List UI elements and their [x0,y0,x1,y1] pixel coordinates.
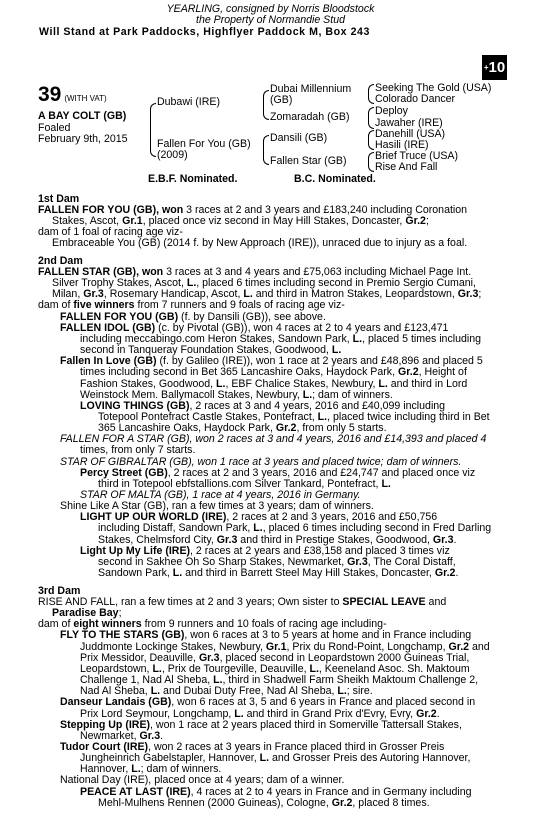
dam-dam: Fallen Star (GB) [270,155,347,167]
pedigree-line: Tudor Court (IRE), won 2 races at 3 years in France placed third in Grosser Preis [60,740,445,753]
pedigree-line: FLY TO THE STARS (GB), won 6 races at 3 to 5 years at home and in France including [60,629,472,642]
pedigree-line: Shine Like A Star (GB), ran a few times at 3 years; dam of winners. [60,500,374,513]
dds: Brief Truce (USA) [375,150,459,162]
pedigree-line: second in Tanqueray Foundation Stakes, Goodwood, L. [80,344,342,357]
pedigree-line: FALLEN FOR YOU (GB) (f. by Dansili (GB)), see above. [60,310,326,323]
pedigree-line: dam of five winners from 7 runners and 9 foals of racing age viz- [38,299,345,312]
ddd: Rise And Fall [375,161,438,173]
pedigree-line: FALLEN STAR (GB), won 3 races at 3 and 4 years and £75,063 including Michael Page Int. [38,266,472,278]
pedigree-brace-sire [263,90,269,120]
pedigree-line: dam of 1 foal of racing age viz- [38,226,183,239]
badge-number: 10 [488,59,506,76]
pedigree-line: Stakes, Ascot, Gr.1, placed once viz second in May Hill Stakes, Doncaster, Gr.2; [52,215,429,228]
brace-dd [368,152,374,172]
first-dam-heading: 1st Dam [38,193,80,205]
pedigree-line: Challenge 1, Nad Al Sheba, L., third in Shadwell Farm Sheikh Maktoum Challenge 2, [80,674,479,687]
third-dam-heading: 3rd Dam [38,585,81,597]
ssd: Colorado Dancer [375,93,456,105]
pedigree-line: Totepool Pontefract Castle Stakes, Pontefract, L., placed twice including third in Bet [98,410,490,423]
sire-dam: Zomaradah (GB) [270,111,350,123]
sds: Deploy [375,105,408,117]
sdd: Jawaher (IRE) [375,117,443,129]
vat-note: (WITH VAT) [64,94,107,103]
second-dam-heading: 2nd Dam [38,255,83,267]
foaled-date: February 9th, 2015 [38,133,128,145]
property-line: the Property of Normandie Stud [196,14,345,26]
pedigree-line: times, from only 7 starts. [80,444,196,457]
pedigree-line: Juddmonte Lockinge Stakes, Newbury, Gr.1, Prix du Rond-Point, Longchamp, Gr.2 and [80,640,490,653]
pedigree-line: STAR OF GIBRALTAR (GB), won 1 race at 3 years and placed twice; dam of winners. [60,455,462,468]
dsd: Hasili (IRE) [375,139,429,151]
pedigree-line: FALLEN FOR YOU (GB), won 3 races at 2 and 3 years and £183,240 including Coronation [38,204,468,216]
pedigree-line: STAR OF MALTA (GB), 1 race at 4 years, 2016 in Germany. [80,489,361,501]
location-line: Will Stand at Park Paddocks, Highflyer Paddock M, Box 243 [39,26,370,38]
sire: Dubawi (IRE) [157,96,220,108]
foaled-label: Foaled [38,122,71,134]
pedigree-line: Percy Street (GB), 2 races at 2 and 3 years, 2016 and £24,747 and placed once viz [80,466,476,479]
pedigree-line: RISE AND FALL, ran a few times at 2 and 3 years; Own sister to SPECIAL LEAVE and [38,596,447,608]
sire-sire-country: (GB) [270,94,293,106]
pedigree-line: FALLEN IDOL (GB) (c. by Pivotal (GB)), won 4 races at 2 to 4 years and £123,471 [60,321,449,334]
pedigree-line: FALLEN FOR A STAR (GB), won 2 races at 3 and 4 years, 2016 and £14,393 and placed 4 [60,433,487,446]
pedigree-line: Milan, Gr.3, Rosemary Handicap, Ascot, L. and third in Matron Stakes, Leopardstown, Gr.3; [52,288,482,301]
pedigree-line: Sandown Park, L. and third in Barrett Steel May Hill Stakes, Doncaster, Gr.2. [98,567,459,580]
pedigree-line: Hannover, L.; dam of winners. [80,763,222,776]
lot-badge [482,55,507,80]
pedigree-line: Fallen In Love (GB) (f. by Galileo (IRE)), won 1 race at 2 years and £48,896 and placed 5 [60,355,483,368]
dss: Danehill (USA) [375,128,446,140]
pedigree-line: Stakes, Chelmsford City, Gr.3 and third in Prestige Stakes, Goodwood, Gr.3. [98,533,457,546]
pedigree-line: Newmarket, Gr.3. [80,729,164,742]
pedigree-line: Paradise Bay; [52,607,122,620]
sss: Seeking The Gold (USA) [375,82,492,94]
pedigree-line: LOVING THINGS (GB), 2 races at 3 and 4 years, 2016 and £40,099 including [80,399,446,412]
pedigree-line: dam of eight winners from 9 runners and 10 foals of racing age including- [38,618,387,631]
pedigree-line: third in Totepool ebfstallions.com Silver Tankard, Pontefract, L. [98,477,391,490]
pedigree-line: Mehl-Mulhens Rennen (2000 Guineas), Cologne, Gr.2, placed 8 times. [98,796,430,809]
lot-number: 39 [38,83,62,106]
pedigree-line: Jungheinrich Gabelstapler, Hannover, L. and Grosser Preis des Autoring Hannover, [80,752,471,765]
pedigree-line: 365 Lancashire Oaks, Haydock Park, Gr.2, from only 5 starts. [98,422,387,435]
pedigree-brace-dam [263,135,269,165]
dam-sire: Dansili (GB) [270,132,328,144]
pedigree-line: times including second in Bet 365 Lancashire Oaks, Haydock Park, Gr.2, Height of [80,366,467,379]
plus-icon: + [483,63,489,72]
pedigree-line: including Distaff, Sandown Park, L., placed 6 times including second in Fred Darling [98,522,492,535]
brace-sd [368,107,374,129]
pedigree-line: Fashion Stakes, Goodwood, L., EBF Chalice Stakes, Newbury, L. and third in Lord [80,377,468,390]
lot-title: A BAY COLT (GB) [38,110,127,122]
pedigree-line: Silver Trophy Stakes, Ascot, L., placed 6 times including second in Premio Sergio Cumani, [52,277,476,290]
pedigree-line: Embraceable You (GB) (2014 f. by New Approach (IRE)), unraced due to injury as a foal. [52,237,468,250]
sire-sire: Dubai Millennium [270,83,352,95]
bc-nominated: B.C. Nominated. [294,173,376,185]
consignor-line: YEARLING, consigned by Norris Bloodstock [166,3,375,15]
lot-number-block [38,84,107,106]
pedigree-brace-main [150,103,156,157]
brace-ds [368,130,374,150]
pedigree-line: second in Sakhee Oh So Sharp Stakes, Newmarket, Gr.3, The Coral Distaff, [98,555,456,568]
pedigree-line: Prix Lord Seymour, Longchamp, L. and third in Grand Prix d'Evry, Evry, Gr.2. [80,707,440,720]
pedigree-line: Nad Al Sheba, L. and Dubai Duty Free, Nad Al Sheba, L.; sire. [80,685,373,698]
dam-year: (2009) [157,149,188,161]
pedigree-line: National Day (IRE), placed once at 4 years; dam of a winner. [60,774,345,787]
pedigree-line: PEACE AT LAST (IRE), 4 races at 2 to 4 years in France and in Germany including [80,785,472,798]
pedigree-line: Prix Messidor, Deauville, Gr.3, placed second in Leopardstown 2000 Guineas Trial, [80,651,470,664]
brace-ss [368,84,374,104]
pedigree-line: including meccabingo.com Heron Stakes, Sandown Park, L., placed 5 times including [80,332,482,345]
pedigree-line: Stepping Up (IRE), won 1 race at 2 years placed third in Somerville Tattersall Stakes, [60,718,462,731]
dam: Fallen For You (GB) [157,138,251,150]
pedigree-line: Weinstock Mem. Ballymacoll Stakes, Newbury, L.; dam of winners. [80,388,393,401]
pedigree-line: Light Up My Life (IRE), 2 races at 2 years and £38,158 and placed 3 times viz [80,544,450,557]
pedigree-line: Leopardstown, L., Prix de Tourgeville, Deauville, L., Keeneland Asoc. Sh. Maktoum [80,662,470,675]
pedigree-line: Danseur Landais (GB), won 6 races at 3, 5 and 6 years in France and placed second in [60,696,476,709]
pedigree-line: LIGHT UP OUR WORLD (IRE), 2 races at 2 and 3 years, 2016 and £50,756 [80,511,438,524]
ebf-nominated: E.B.F. Nominated. [148,173,238,185]
